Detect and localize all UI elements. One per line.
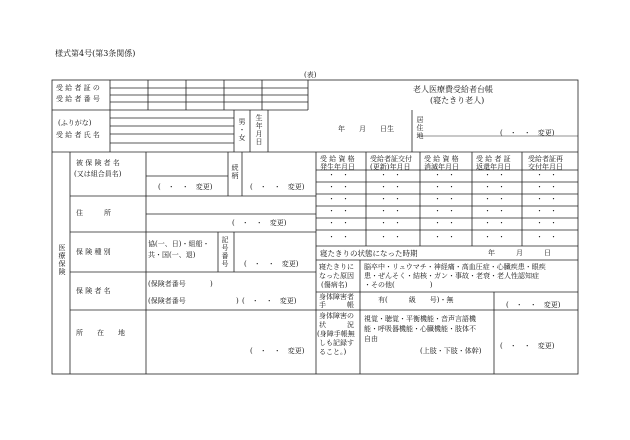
status-label-line3: (身障手帳無 <box>317 330 355 338</box>
disability-label-line2: 手 帳 <box>319 301 354 309</box>
history-cell: ・ ・ <box>484 183 505 191</box>
status-label-line4: しも記録す <box>319 339 354 347</box>
history-cell: ・ ・ <box>328 183 349 191</box>
history-cell: ・ ・ <box>434 195 455 203</box>
col3-header-line2: 消滅年月日 <box>424 163 459 171</box>
cert-no-label-line1: 受 給 者 証 の <box>56 84 100 92</box>
col4-header-line2: 返還年月日 <box>476 163 511 171</box>
status-value-line2: 能・呼吸器機能・心臓機能・肢体不 <box>364 325 476 333</box>
history-cell: ・ ・ <box>536 183 557 191</box>
insurer-name-label: 保 険 者 名 <box>76 287 111 295</box>
status-value-line4: (上肢・下肢・体幹) <box>420 347 482 355</box>
history-cell: ・ ・ <box>328 219 349 227</box>
history-cell: ・ ・ <box>536 195 557 203</box>
insurer-number-close: ) <box>210 280 213 288</box>
register-subtitle: (寝たきり老人) <box>430 96 485 105</box>
status-value-line1: 視覚・聴覚・平衡機能・音声言語機 <box>364 315 476 323</box>
location-label: 所 在 地 <box>76 329 125 337</box>
disability-value: 有( 級 号)・無 <box>378 296 454 304</box>
history-cell: ・ ・ <box>380 195 401 203</box>
location-change-note: ( ・ ・ 変更) <box>250 347 305 355</box>
insurer-number-label-2: (保険者番号 <box>148 297 186 305</box>
status-label-line1: 身体障害の <box>319 312 354 320</box>
history-cell: ・ ・ <box>484 171 505 179</box>
disability-change-note: ( ・ ・ 変更) <box>506 301 561 309</box>
sex-label: 男・女 <box>238 118 246 142</box>
bedridden-start-value: 年 月 日 <box>488 249 551 257</box>
cause-label-line2: なった原因 <box>319 272 354 280</box>
history-cell: ・ ・ <box>434 183 455 191</box>
col4-header-line1: 受 給 者 証 <box>476 155 511 163</box>
history-cell: ・ ・ <box>434 207 455 215</box>
address-label: 居住地 <box>416 116 424 140</box>
cause-value-line1: 脳卒中・リュウマチ・神経痛・高血圧症・心臓疾患・眼疾 <box>364 263 546 271</box>
history-cell: ・ ・ <box>328 195 349 203</box>
cause-label-line1: 寝たきりに <box>319 263 354 271</box>
cause-label-line3: (傷病名) <box>321 281 348 289</box>
symbol-number-label: 記号番号 <box>221 236 229 268</box>
col3-header-line1: 受 給 資 格 <box>424 155 459 163</box>
history-cell: ・ ・ <box>484 207 505 215</box>
history-cell: ・ ・ <box>380 183 401 191</box>
insured-change-note: ( ・ ・ 変更) <box>158 183 213 191</box>
history-cell: ・ ・ <box>536 171 557 179</box>
insurance-type-value-line2: 共・国(一、退) <box>148 251 196 259</box>
form-number: 様式第4号(第3条関係) <box>55 49 136 58</box>
cert-no-label-line2: 受 給 者 番 号 <box>56 95 100 103</box>
insurance-type-label: 保 険 種 別 <box>76 248 111 256</box>
symbol-change-note: ( ・ ・ 変更) <box>244 260 299 268</box>
history-cell: ・ ・ <box>536 219 557 227</box>
history-cell: ・ ・ <box>434 219 455 227</box>
dob-label: 生年月日 <box>255 114 263 146</box>
col5-header-line1: 受給者証再 <box>528 155 563 163</box>
history-cell: ・ ・ <box>380 219 401 227</box>
insurance-type-value-line1: 協(一、日)・組船・ <box>148 240 210 248</box>
insured-name-label-line1: 被 保 険 者 名 <box>76 159 120 167</box>
disability-label-line1: 身体障害者 <box>319 293 354 301</box>
history-cell: ・ ・ <box>484 233 505 241</box>
insured-address-change-note: ( ・ ・ 変更) <box>232 219 287 227</box>
front-label: (表) <box>304 71 317 79</box>
relation-label: 続柄 <box>231 164 239 180</box>
status-label-line5: ること。) <box>319 348 347 356</box>
history-cell: ・ ・ <box>328 207 349 215</box>
col2-header-line1: 受給者証交付 <box>370 155 412 163</box>
insured-name-label-line2: (又は組合員名) <box>74 170 122 178</box>
relation-change-note: ( ・ ・ 変更) <box>250 183 305 191</box>
cause-value-line2: 患・ぜんそく・結核・ガン・事故・老衰・老人性認知症 <box>364 272 539 280</box>
col1-header-line2: 発生年月日 <box>320 163 355 171</box>
history-cell: ・ ・ <box>328 233 349 241</box>
history-cell: ・ ・ <box>380 207 401 215</box>
history-cell: ・ ・ <box>434 171 455 179</box>
status-label-line2: 状 況 <box>319 321 354 329</box>
col5-header-line2: 交付年月日 <box>528 163 563 171</box>
history-cell: ・ ・ <box>328 171 349 179</box>
insurer-number-label: (保険者番号 <box>148 280 186 288</box>
furigana-label: (ふりがな) <box>58 119 92 127</box>
dob-value: 年 月 日生 <box>338 125 394 133</box>
col1-header-line1: 受 給 資 格 <box>320 155 355 163</box>
insurer-change-note: ( ・ ・ 変更) <box>242 297 297 305</box>
history-cell: ・ ・ <box>380 171 401 179</box>
insured-address-label: 住 所 <box>76 209 111 217</box>
register-title: 老人医療費受給者台帳 <box>413 85 493 94</box>
history-cell: ・ ・ <box>434 233 455 241</box>
cause-value-line3: ・その他( ) <box>364 281 433 289</box>
history-cell: ・ ・ <box>380 233 401 241</box>
history-cell: ・ ・ <box>536 207 557 215</box>
status-value-line3: 自由 <box>364 335 378 343</box>
col2-header-line2: (更新)年月日 <box>370 163 411 171</box>
medical-insurance-side-label: 医療保険 <box>58 244 66 276</box>
history-cell: ・ ・ <box>484 195 505 203</box>
history-cell: ・ ・ <box>536 233 557 241</box>
status-change-note: ( ・ ・ 変更) <box>500 342 555 350</box>
insurer-number-close-2: ) <box>236 297 239 305</box>
address-change-note: ( ・ ・ 変更) <box>500 129 555 137</box>
bedridden-start-label: 寝たきりの状態になった時期 <box>320 249 418 258</box>
recipient-name-label: 受 給 者 氏 名 <box>56 131 100 139</box>
history-cell: ・ ・ <box>484 219 505 227</box>
